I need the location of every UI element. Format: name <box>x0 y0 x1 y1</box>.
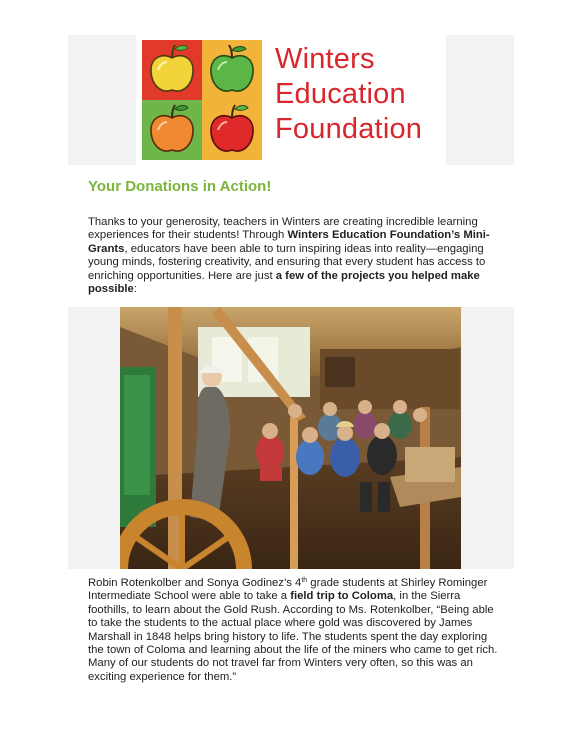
field-trip-scene-image <box>120 307 461 569</box>
green-apple-icon <box>202 40 262 100</box>
organization-name <box>275 42 455 147</box>
logo-tile-yellow-apple <box>142 40 202 100</box>
red-apple-icon <box>202 100 262 160</box>
caption-text: Robin Rotenkolber and Sonya Godinez’s 4 <box>88 577 302 589</box>
logo-tile-green-apple <box>202 40 262 100</box>
photo-caption <box>88 577 500 684</box>
caption-superscript: th <box>301 577 308 584</box>
caption-text: , in the Sierra foothills, to learn about the Gold Rush. According to Ms. Rotenkolber, “Being able to take the students to the actual place where gold was discovered by James Marshall in 1848 helps bring history to life. The students spent the day exploring the town of Coloma and learning about the life of the miners who came to get rich. Many of our students do not travel far from Winters very often, so this was an exciting experience for them.” <box>88 590 498 683</box>
logo-tile-orange-apple <box>142 100 202 160</box>
intro-bold-text: a few of the projects you helped make possible <box>88 269 480 296</box>
intro-text: Thanks to your generosity, teachers in Winters are creating incredible learning experiences for their students! Through <box>88 216 478 242</box>
intro-text: , educators have been able to turn inspiring ideas into reality—engaging young minds, fostering creativity, and ensuring that every student has access to enriching opportunities. Here are just <box>88 242 486 282</box>
org-name-line: Education <box>275 78 406 110</box>
org-name-line: Foundation <box>275 113 423 145</box>
caption-text: grade students at Shirley Rominger Intermediate School were able to take a <box>88 577 488 603</box>
org-name-line: Winters <box>275 43 375 75</box>
intro-paragraph <box>88 216 498 296</box>
logo-tile-red-apple <box>202 100 262 160</box>
field-trip-photo <box>120 307 461 569</box>
intro-bold-text: Winters Education Foundation’s Mini-Grants <box>88 229 490 255</box>
intro-text: : <box>133 283 137 296</box>
yellow-apple-icon <box>142 40 202 100</box>
section-title: Your Donations in Action! <box>88 178 272 195</box>
caption-bold-text: field trip to Coloma <box>290 590 394 603</box>
logo-apple-tiles <box>142 40 262 160</box>
orange-apple-icon <box>142 100 202 160</box>
